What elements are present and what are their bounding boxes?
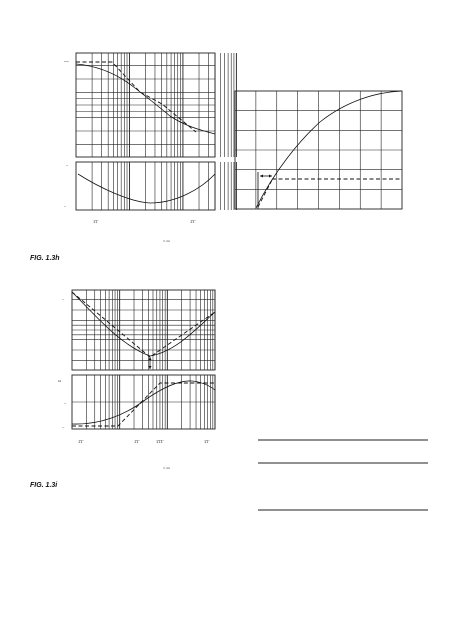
fig-i-axis-label: = ω xyxy=(163,465,170,470)
fig-h-caption: FIG. 1.3h xyxy=(30,255,60,262)
right-response-curve xyxy=(256,91,402,208)
fig-h-tick-b: 1̅1̅ xyxy=(190,219,195,224)
fig-h-magnitude-plot xyxy=(63,53,236,157)
fig-h-phase-curve xyxy=(78,174,215,203)
fig-i-tick-b: 1̅1̅ xyxy=(134,439,139,444)
fig-h-phase-plot xyxy=(64,162,236,210)
svg-text:–: – xyxy=(62,424,65,429)
fig-i-tick-c: 1̅1̅1̅ xyxy=(156,439,163,444)
fig-i-phase-asymptote xyxy=(72,383,215,426)
svg-text:–: – xyxy=(64,400,67,405)
fig-i-magnitude-plot xyxy=(62,290,215,370)
fig-i-phase-plot xyxy=(58,375,215,429)
fig-i-caption: FIG. 1.3i xyxy=(30,482,58,489)
fig-i-magnitude-curve xyxy=(72,292,215,356)
fig-h-tick-a: 1̅1̅ xyxy=(93,219,98,224)
fig-i-tick-a: 1̅1̅ xyxy=(78,439,83,444)
right-response-plot xyxy=(235,91,402,209)
fig-i-asymptote xyxy=(72,292,215,357)
fig-i-phase-curve xyxy=(72,381,215,424)
svg-text:–: – xyxy=(64,203,67,208)
svg-text:ω: ω xyxy=(58,378,62,383)
svg-text:–: – xyxy=(62,296,65,301)
svg-text:–: – xyxy=(66,162,69,167)
fig-h-y-tick: ــــ xyxy=(64,58,69,63)
fig-i-tick-d: 1̅1̅ xyxy=(204,439,209,444)
fig-h-axis-label: = ω xyxy=(163,238,170,243)
